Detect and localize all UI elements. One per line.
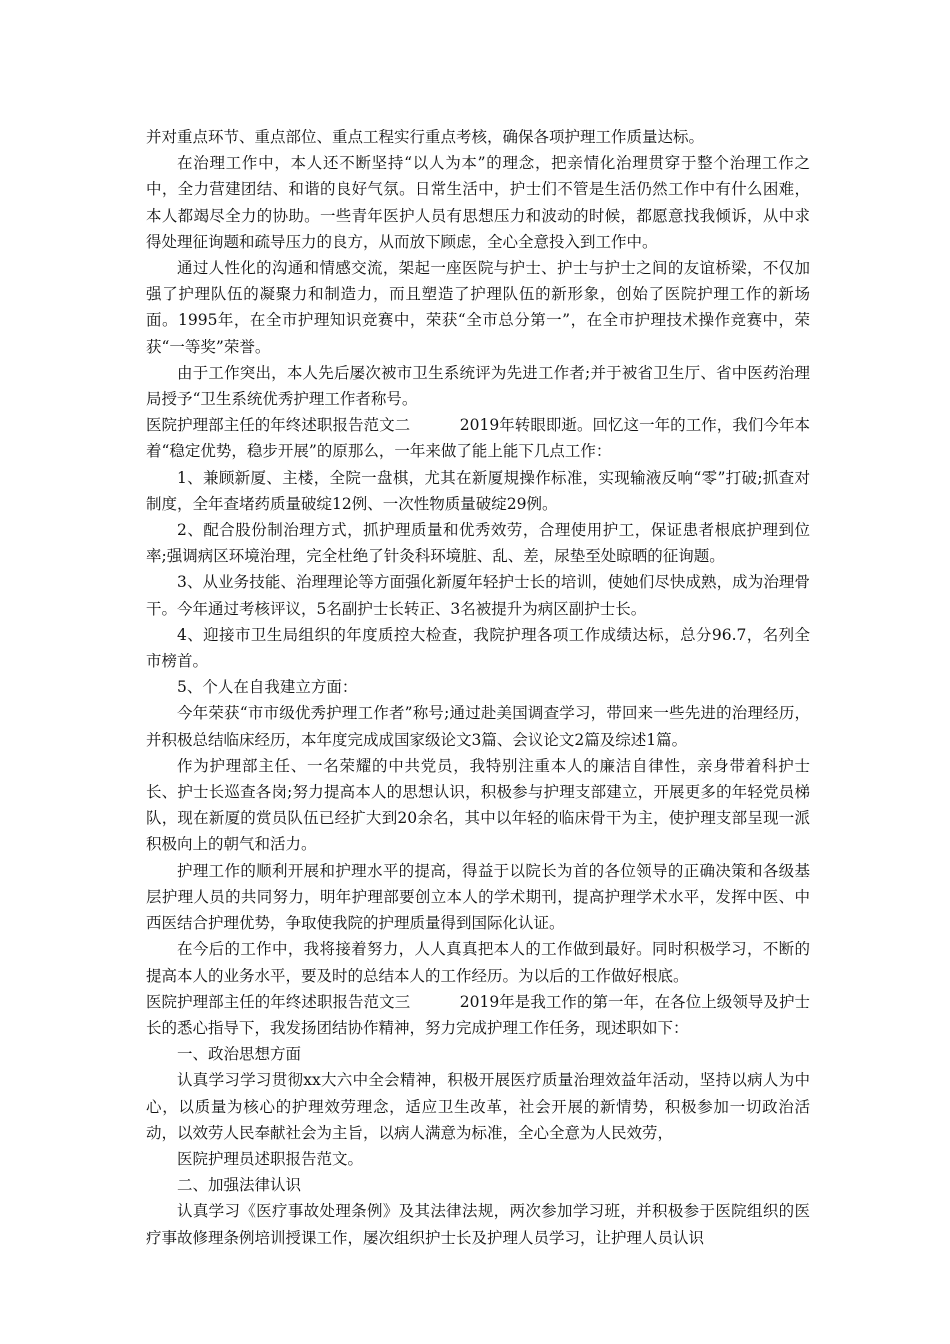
paragraph: 1、兼顾新厦、主楼，全院一盘棋，尤其在新厦規操作标准，实现输液反响“零”打破;抓查对制度，全年查堵药质量破绽12例、一次性物质量破绽29例。 (146, 468, 810, 513)
section-heading: 医院护理部主任的年终述职报告范文二 (146, 416, 411, 435)
paragraph: 5、个人在自我建立方面： (177, 678, 358, 697)
section-intro: 2019年转眼即逝。回忆这一年的工作，我们今年本着“稳定优势，稳步开展”的原那么，一年来做了能上能下几点工作： (146, 416, 810, 461)
paragraph: 4、迎接市卫生局组织的年度质控大检查，我院护理各项工作成绩达标，总分96.7，名列全市榜首。 (146, 625, 810, 671)
subheading: 二、加强法律认识 (177, 1176, 302, 1195)
paragraph: 由于工作突出，本人先后屡次被市卫生系统评为先进工作者;并于被省卫生厅、省中医药治理局授予“卫生系统优秀护理工作者称号。 (146, 363, 810, 409)
paragraph: 并对重点环节、重点部位、重点工程实行重点考核，确保各项护理工作质量达标。 (146, 128, 705, 146)
document-page (146, 124, 810, 1251)
paragraph: 今年荣获“市市级优秀护理工作者”称号;通过赴美国调查学习，带回来一些先进的治理经历，并积极总结临床经历，本年度完成成国家级论文3篇、会议论文2篇及综述1篇。 (146, 704, 810, 749)
paragraph: 作为护理部主任、一名荣耀的中共党员，我特别注重本人的廉洁自律性，亲身带着科护士长、护士长巡查各岗;努力提高本人的思想认识，积极参与护理支部建立，开展更多的年轻党员梯队，现在新厦的赏员队伍已经扩大到20余名，其中以年轻的临床骨干为主，使护理支部呈现一派积极向上的朝气和活力。 (146, 756, 810, 854)
section-heading-paragraph (146, 989, 810, 1041)
paragraph: 3、从业务技能、治理理论等方面强化新厦年轻护士长的培训，使她们尽快成熟，成为治理骨干。今年通过考核评议，5名副护士长转正、3名被提升为病区副护士长。 (146, 573, 810, 618)
paragraph: 通过人性化的沟通和情感交流，架起一座医院与护士、护士与护士之间的友谊桥梁，不仅加强了护理队伍的凝聚力和制造力，而且塑造了护理队伍的新形象，创始了医院护理工作的新场面。1995年，在全市护理知识竞赛中，荣获“全市总分第一”，在全市护理技术操作竞赛中，荣获“一等奖”荣誉。 (146, 259, 810, 356)
paragraph: 在治理工作中，本人还不断坚持“以人为本”的理念，把亲情化治理贯穿于整个治理工作之中，全力营建团结、和谐的良好气氛。日常生活中，护士们不管是生活仍然工作中有什么困难，本人都竭尽全力的协助。一些青年医护人员有思想压力和波动的时候，都愿意找我倾诉，从中求得处理征询题和疏导压力的良方，从而放下顾虑，全心全意投入到工作中。 (146, 154, 810, 251)
paragraph: 2、配合股份制治理方式，抓护理质量和优秀效劳，合理使用护工，保证患者根底护理到位率;强调病区环境治理，完全杜绝了针灸科环境脏、乱、差，尿垫至处晾晒的征询题。 (146, 521, 810, 566)
paragraph: 在今后的工作中，我将接着努力，人人真真把本人的工作做到最好。同时积极学习，不断的提高本人的业务水平，要及时的总结本人的工作经历。为以后的工作做好根底。 (146, 940, 810, 985)
paragraph: 护理工作的顺利开展和护理水平的提高，得益于以院长为首的各位领导的正确决策和各级基层护理人员的共同努力，明年护理部要创立本人的学术期刊，提高护理学术水平，发挥中医、中西医结合护理优势，争取使我院的护理质量得到国际化认证。 (146, 861, 810, 933)
section-intro: 2019年是我工作的第一年，在各位上级领导及护士长的悉心指导下，我发扬团结协作精神，努力完成护理工作任务，现述职如下： (146, 992, 810, 1037)
paragraph: 医院护理员述职报告范文。 (177, 1149, 364, 1168)
paragraph: 认真学习《医疗事故处理条例》及其法律法规，两次参加学习班，并积极参于医院组织的医疗事故修理条例培训授课工作，屡次组织护士长及护理人员学习，让护理人员认识 (146, 1202, 810, 1247)
section-heading: 医院护理部主任的年终述职报告范文三 (146, 992, 411, 1011)
section-heading-paragraph (146, 412, 810, 464)
paragraph: 认真学习学习贯彻xx大六中全会精神，积极开展医疗质量治理效益年活动，坚持以病人为中心，以质量为核心的护理效劳理念，适应卫生改革，社会开展的新情势，积极参加一切政治活动，以效劳人民奉献社会为主旨，以病人满意为标准，全心全意为人民效劳， (146, 1071, 810, 1142)
subheading: 一、政治思想方面 (177, 1045, 302, 1064)
